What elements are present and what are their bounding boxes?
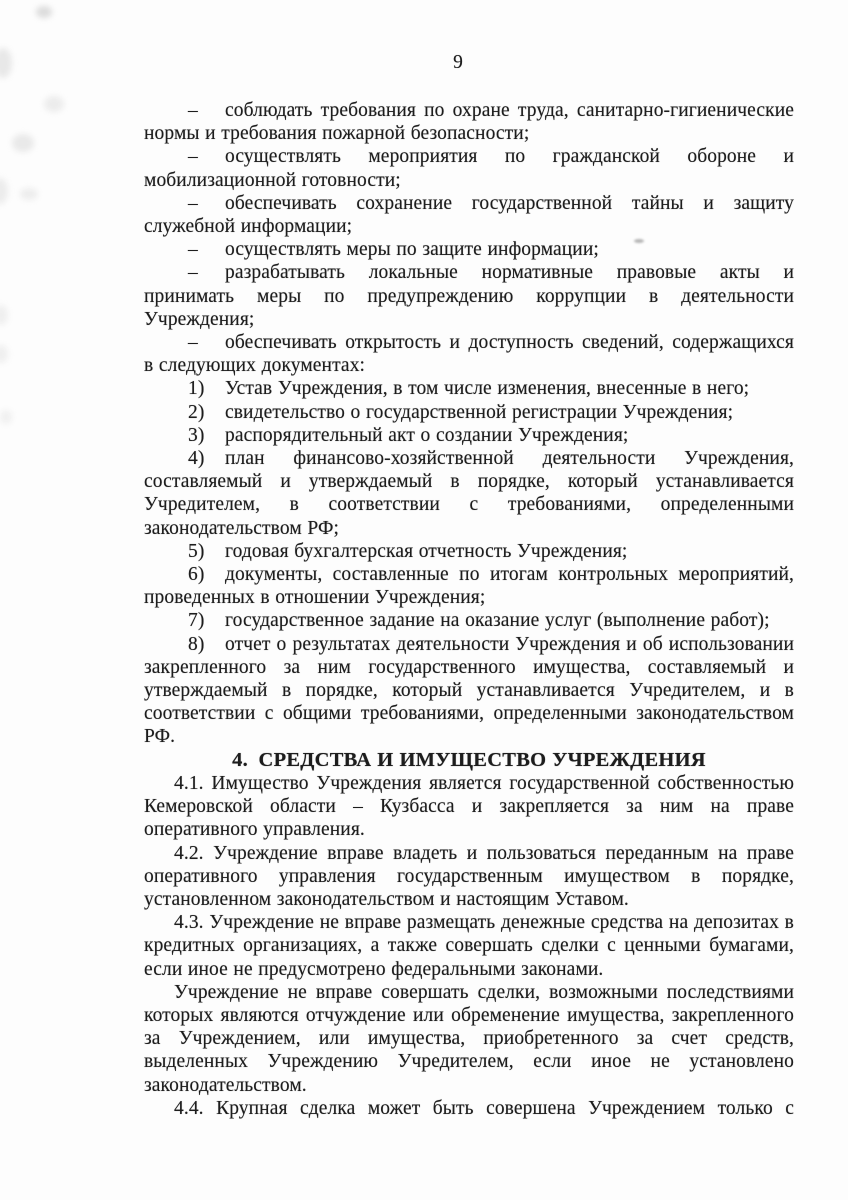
list-item-numbered [144, 563, 794, 609]
number-marker: 8) [188, 633, 205, 655]
list-item-dash [144, 261, 794, 331]
scan-smudge [0, 305, 8, 325]
paragraph: 4.2. Учреждение вправе владеть и пользоваться переданным на праве оперативного управления государственным имуществом в порядке, установленном законодательством и настоящим Уставом. [144, 842, 794, 910]
number-marker: 6) [188, 564, 205, 586]
list-item-text: свидетельство о государственной регистрации Учреждения; [225, 401, 734, 423]
dash-marker: – [188, 192, 198, 214]
dash-marker: – [188, 332, 198, 354]
number-marker: 4) [188, 448, 205, 470]
list-item-text: документы, составленные по итогам контрольных мероприятий, проведенных в отношении Учреждения; [144, 564, 794, 609]
list-item-dash [144, 192, 794, 238]
list-item-text: соблюдать требования по охране труда, санитарно-гигиенические нормы и требования пожарной безопасности; [144, 100, 794, 145]
list-item-text: государственное задание на оказание услуг (выполнение работ); [225, 610, 770, 632]
list-item-text: разрабатывать локальные нормативные правовые акты и принимать меры по предупреждению коррупции в деятельности Учреждения; [144, 262, 794, 330]
dash-marker: – [188, 239, 198, 261]
list-item-numbered [144, 401, 794, 424]
list-item-text: обеспечивать сохранение государственной тайны и защиту служебной информации; [144, 192, 794, 238]
scan-smudge [0, 345, 8, 363]
list-item-text: осуществлять меры по защите информации; [225, 239, 599, 261]
dash-marker: – [188, 100, 198, 121]
scan-smudge [36, 6, 52, 18]
number-marker: 2) [188, 401, 205, 423]
scan-smudge [44, 96, 64, 112]
list-item-text: осуществлять мероприятия по гражданской обороне и мобилизационной готовности; [144, 146, 794, 191]
list-item-dash [144, 145, 794, 191]
list-item-text: обеспечивать открытость и доступность сведений, содержащихся в следующих документах: [144, 332, 794, 377]
paragraph: 4.3. Учреждение не вправе размещать денежные средства на депозитах в кредитных организациях, а также совершать сделки с ценными бумагами, если иное не предусмотрено федеральными законами. [144, 912, 794, 980]
list-item-text: годовая бухгалтерская отчетность Учреждения; [225, 540, 628, 562]
number-marker: 5) [188, 540, 205, 562]
dash-marker: – [188, 146, 198, 168]
scan-smudge [20, 188, 38, 200]
list-item-dash [144, 99, 794, 145]
list-item-numbered [144, 377, 794, 400]
paragraph: Учреждение не вправе совершать сделки, возможными последствиями которых являются отчуждение или обременение имущества, закрепленного за Учреждением, или имущества, приобретенного за счет средств, выделенных Учреждению Учредителем, если иное не установлено законодательством. [144, 981, 794, 1096]
paragraph: 4.1. Имущество Учреждения является государственной собственностью Кемеровской области – Кузбасса и закрепляется за ним на праве оперативного управления. [144, 772, 794, 841]
section-heading: 4. СРЕДСТВА И ИМУЩЕСТВО УЧРЕЖДЕНИЯ [232, 748, 706, 771]
list-item-dash [144, 331, 794, 377]
list-item-text: отчет о результатах деятельности Учреждения и об использовании закрепленного за ним государственного имущества, составляемый и утверждаемый в порядке, который устанавливается Учредителем, и в соответствии с общими требованиями, определенными законодательством РФ. [144, 633, 794, 748]
dash-marker: – [188, 262, 198, 284]
scan-smudge [0, 410, 12, 424]
list-item-numbered [144, 633, 794, 749]
number-marker: 7) [188, 610, 205, 632]
list-item-text: распорядительный акт о создании Учреждения; [225, 424, 629, 446]
scan-smudge [12, 134, 34, 152]
document-body [144, 99, 794, 1120]
scan-smudge [0, 48, 12, 78]
number-marker: 3) [188, 424, 205, 446]
list-item-dash [144, 238, 794, 261]
list-item-numbered [144, 447, 794, 540]
list-item-numbered [144, 609, 794, 632]
list-item-numbered [144, 540, 794, 563]
scan-smudge [0, 178, 8, 204]
page-number: 9 [453, 52, 463, 73]
list-item-text: Устав Учреждения, в том числе изменения, внесенные в него; [225, 378, 750, 400]
paragraph: 4.4. Крупная сделка может быть совершена Учреждением только с [174, 1097, 794, 1119]
list-item-text: план финансово-хозяйственной деятельности Учреждения, составляемый и утверждаемый в порядке, который устанавливается Учредителем, в соответствии с требованиями, определенными законодательством РФ; [144, 448, 794, 539]
list-item-numbered [144, 424, 794, 447]
number-marker: 1) [188, 378, 205, 400]
